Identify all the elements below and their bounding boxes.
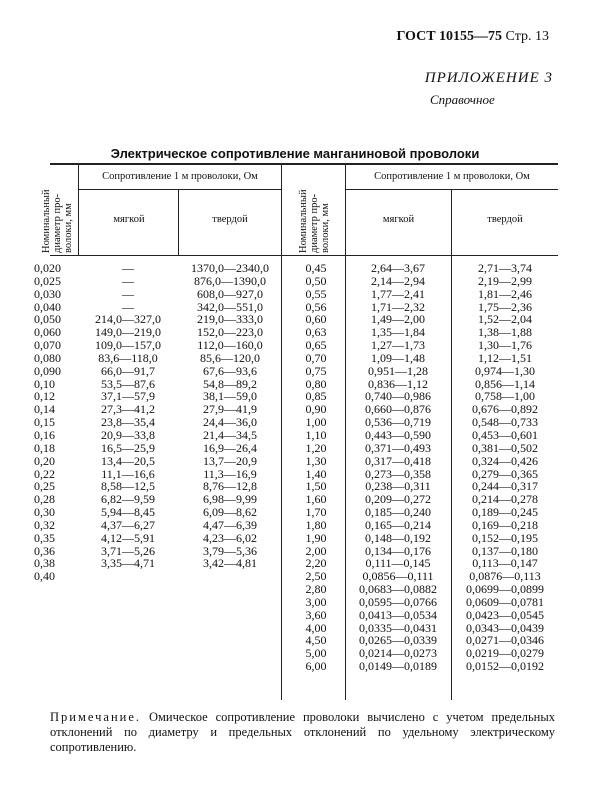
soft-header-right: мягкой xyxy=(382,214,415,225)
hard-resistance-cell: 67,6—93,6 xyxy=(203,363,257,378)
diameter-cell: 0,16 xyxy=(34,427,55,442)
hard-resistance-cell: 11,3—16,9 xyxy=(203,466,257,481)
hard-resistance-cell: 0,0609—0,0781 xyxy=(466,594,544,609)
hard-resistance-cell: 342,0—551,0 xyxy=(197,299,263,314)
soft-resistance-cell: 4,12—5,91 xyxy=(101,530,155,545)
hard-resistance-cell: 0,453—0,601 xyxy=(472,427,538,442)
soft-resistance-cell: 6,82—9,59 xyxy=(101,492,155,507)
soft-resistance-cell: 0,134—0,176 xyxy=(365,543,431,558)
hard-resistance-cell: 21,4—34,5 xyxy=(203,427,257,442)
diameter-cell: 0,90 xyxy=(305,402,327,417)
diameter-cell: 0,050 xyxy=(34,312,61,327)
diameter-cell: 0,070 xyxy=(34,338,61,353)
diameter-cell: 0,63 xyxy=(305,325,327,340)
soft-resistance-cell: 1,27—1,73 xyxy=(371,338,425,353)
hard-resistance-cell: 24,4—36,0 xyxy=(203,415,257,430)
soft-resistance-cell: 0,148—0,192 xyxy=(365,530,431,545)
diameter-header-right: Номинальный диаметр про- волоки, мм xyxy=(298,189,331,253)
left-soft-column xyxy=(80,262,176,583)
right-diameter-column xyxy=(288,262,344,673)
left-hard-column xyxy=(180,262,280,583)
diameter-cell: 0,85 xyxy=(305,389,327,404)
hard-resistance-cell: 0,758—1,00 xyxy=(475,389,535,404)
hard-resistance-cell: 0,244—0,317 xyxy=(472,479,538,494)
hard-resistance-cell: 1,52—2,04 xyxy=(478,312,532,327)
diameter-cell: 0,090 xyxy=(34,363,61,378)
soft-resistance-cell: — xyxy=(122,273,134,288)
hard-resistance-cell: 0,548—0,733 xyxy=(472,415,538,430)
diameter-cell: 0,45 xyxy=(305,261,327,275)
diameter-cell: 0,060 xyxy=(34,325,61,340)
soft-resistance-cell: 0,0149—0,0189 xyxy=(359,659,437,674)
hard-resistance-cell: 0,974—1,30 xyxy=(475,363,535,378)
diameter-cell: 0,20 xyxy=(34,453,55,468)
diameter-cell: 1,70 xyxy=(305,505,327,520)
hard-resistance-cell: 1370,0—2340,0 xyxy=(191,261,269,275)
hard-resistance-cell: 2,71—3,74 xyxy=(478,261,532,275)
appendix-type: Справочное xyxy=(430,92,495,107)
soft-resistance-cell: 0,0265—0,0339 xyxy=(359,633,437,648)
diameter-cell: 0,020 xyxy=(34,261,61,275)
diameter-cell: 1,80 xyxy=(305,517,327,532)
soft-resistance-cell: 13,4—20,5 xyxy=(101,453,155,468)
hard-resistance-cell: 0,137—0,180 xyxy=(472,543,538,558)
hard-resistance-cell: 1,12—1,51 xyxy=(478,350,532,365)
soft-resistance-cell: 0,238—0,311 xyxy=(365,479,431,494)
hard-resistance-cell: 6,09—8,62 xyxy=(203,505,257,520)
soft-resistance-cell: 5,94—8,45 xyxy=(101,505,155,520)
diameter-cell: 0,030 xyxy=(34,286,61,301)
diameter-cell: 0,55 xyxy=(305,286,327,301)
hard-resistance-cell: 608,0—927,0 xyxy=(197,286,263,301)
page-number: Стр. 13 xyxy=(505,29,549,44)
diameter-cell: 2,20 xyxy=(305,556,327,571)
soft-resistance-cell: 0,0856—0,111 xyxy=(362,569,434,584)
soft-resistance-cell: 214,0—327,0 xyxy=(95,312,161,327)
resistance-header-left: Сопротивление 1 м проволоки, Ом xyxy=(102,171,258,182)
hard-resistance-cell: 1,38—1,88 xyxy=(478,325,532,340)
footnote xyxy=(50,710,555,755)
soft-resistance-cell: 0,111—0,145 xyxy=(365,556,431,571)
soft-resistance-cell: 16,5—25,9 xyxy=(101,440,155,455)
soft-resistance-cell: 0,740—0,986 xyxy=(365,389,431,404)
hard-header-left: твердой xyxy=(212,214,248,225)
soft-resistance-cell: 0,0335—0,0431 xyxy=(359,620,437,635)
soft-resistance-cell: 0,0413—0,0534 xyxy=(359,607,437,622)
diameter-cell: 0,025 xyxy=(34,273,61,288)
soft-resistance-cell: 0,371—0,493 xyxy=(365,440,431,455)
soft-resistance-cell: 83,6—118,0 xyxy=(98,350,158,365)
diameter-cell: 3,00 xyxy=(305,594,327,609)
soft-resistance-cell: 0,209—0,272 xyxy=(365,492,431,507)
table-title: Электрическое сопротивление манганиновой проволоки xyxy=(110,146,480,161)
left-diameter-column xyxy=(34,262,79,583)
soft-resistance-cell: 0,317—0,418 xyxy=(365,453,431,468)
hard-resistance-cell: 1,81—2,46 xyxy=(478,286,532,301)
soft-header-left: мягкой xyxy=(113,214,145,225)
soft-resistance-cell: 37,1—57,9 xyxy=(101,389,155,404)
soft-resistance-cell: 2,64—3,67 xyxy=(371,261,425,275)
diameter-cell: 2,00 xyxy=(305,543,327,558)
soft-resistance-cell: 53,5—87,6 xyxy=(101,376,155,391)
hard-resistance-cell: 0,152—0,195 xyxy=(472,530,538,545)
diameter-cell: 0,080 xyxy=(34,350,61,365)
hard-resistance-cell: 0,169—0,218 xyxy=(472,517,538,532)
standard-number: ГОСТ 10155—75 xyxy=(396,29,503,44)
soft-resistance-cell: 2,14—2,94 xyxy=(371,273,425,288)
hard-resistance-cell: 0,324—0,426 xyxy=(472,453,538,468)
diameter-cell: 0,12 xyxy=(34,389,55,404)
hard-resistance-cell: 0,0343—0,0439 xyxy=(466,620,544,635)
diameter-cell: 0,14 xyxy=(34,402,55,417)
diameter-cell: 0,10 xyxy=(34,376,55,391)
hard-resistance-cell: 0,189—0,245 xyxy=(472,505,538,520)
soft-resistance-cell: 149,0—219,0 xyxy=(95,325,161,340)
hard-resistance-cell: 0,279—0,365 xyxy=(472,466,538,481)
diameter-cell: 0,38 xyxy=(34,556,55,571)
soft-resistance-cell: 0,0595—0,0766 xyxy=(359,594,437,609)
soft-resistance-cell: 0,836—1,12 xyxy=(368,376,428,391)
footnote-text: Омическое сопротивление проволоки вычислено с учетом предельных отклонений по диаметру и предельных отклонений по удельному электрическому сопротивлению. xyxy=(50,710,556,754)
hard-resistance-cell: 219,0—333,0 xyxy=(197,312,263,327)
diameter-cell: 0,22 xyxy=(34,466,55,481)
diameter-cell: 0,36 xyxy=(34,543,55,558)
soft-resistance-cell: 23,8—35,4 xyxy=(101,415,155,430)
soft-resistance-cell: 3,35—4,71 xyxy=(101,556,155,571)
hard-resistance-cell: 2,19—2,99 xyxy=(478,273,532,288)
diameter-cell: 0,18 xyxy=(34,440,55,455)
soft-resistance-cell: 3,71—5,26 xyxy=(101,543,155,558)
hard-resistance-cell: 0,0423—0,0545 xyxy=(466,607,544,622)
table-top-rule xyxy=(50,163,558,165)
diameter-cell: 0,15 xyxy=(34,415,55,430)
diameter-cell: 1,90 xyxy=(305,530,327,545)
hard-resistance-cell xyxy=(180,570,280,583)
hard-resistance-cell: 0,0699—0,0899 xyxy=(466,582,544,597)
hard-resistance-cell: 0,0152—0,0192 xyxy=(466,659,544,674)
diameter-cell: 1,30 xyxy=(305,453,327,468)
hard-resistance-cell: 13,7—20,9 xyxy=(203,453,257,468)
soft-resistance-cell: — xyxy=(122,261,134,275)
hard-resistance-cell: 112,0—160,0 xyxy=(197,338,263,353)
soft-resistance-cell: 0,443—0,590 xyxy=(365,427,431,442)
hard-resistance-cell: 3,42—4,81 xyxy=(203,556,257,571)
hard-resistance-cell: 16,9—26,4 xyxy=(203,440,257,455)
soft-resistance-cell: 8,58—12,5 xyxy=(101,479,155,494)
hard-resistance-cell: 1,30—1,76 xyxy=(478,338,532,353)
subheader-rule-left xyxy=(78,189,281,190)
soft-resistance-cell: 1,09—1,48 xyxy=(371,350,425,365)
diameter-cell: 2,80 xyxy=(305,582,327,597)
diameter-cell: 4,00 xyxy=(305,620,327,635)
diameter-cell: 6,00 xyxy=(305,659,327,674)
soft-resistance-cell: 0,951—1,28 xyxy=(368,363,428,378)
diameter-cell: 1,60 xyxy=(305,492,327,507)
hard-resistance-cell: 0,214—0,278 xyxy=(472,492,538,507)
soft-resistance-cell: — xyxy=(122,286,134,301)
diameter-cell: 0,32 xyxy=(34,517,55,532)
soft-resistance-cell: 4,37—6,27 xyxy=(101,517,155,532)
hard-resistance-cell: 3,79—5,36 xyxy=(203,543,257,558)
hard-resistance-cell: 0,0271—0,0346 xyxy=(466,633,544,648)
soft-resistance-cell: 11,1—16,6 xyxy=(101,466,155,481)
diameter-cell: 0,28 xyxy=(34,492,55,507)
standard-header xyxy=(396,29,549,45)
hard-resistance-cell: 0,676—0,892 xyxy=(472,402,538,417)
diameter-cell: 0,80 xyxy=(305,376,327,391)
soft-resistance-cell: 1,71—2,32 xyxy=(371,299,425,314)
diameter-cell: 1,50 xyxy=(305,479,327,494)
hard-resistance-cell: 4,47—6,39 xyxy=(203,517,257,532)
diameter-header-left: Номинальный диаметр про- волоки, мм xyxy=(41,189,74,253)
diameter-cell: 0,65 xyxy=(305,338,327,353)
diameter-cell: 2,50 xyxy=(305,569,327,584)
hard-header-right: твердой xyxy=(487,214,523,225)
soft-resistance-cell: 1,35—1,84 xyxy=(371,325,425,340)
soft-resistance-cell: 1,77—2,41 xyxy=(371,286,425,301)
right-hard-column xyxy=(452,262,558,673)
appendix-label: ПРИЛОЖЕНИЕ 3 xyxy=(424,70,553,86)
diameter-cell: 1,00 xyxy=(305,415,327,430)
hard-resistance-cell: 27,9—41,9 xyxy=(203,402,257,417)
diameter-cell: 0,50 xyxy=(305,273,327,288)
hard-resistance-cell: 8,76—12,8 xyxy=(203,479,257,494)
resistance-header-right: Сопротивление 1 м проволоки, Ом xyxy=(374,171,530,182)
diameter-cell: 0,040 xyxy=(34,299,61,314)
soft-resistance-cell: 0,273—0,358 xyxy=(365,466,431,481)
diameter-cell: 0,75 xyxy=(305,363,327,378)
hard-resistance-cell: 1,75—2,36 xyxy=(478,299,532,314)
soft-resistance-cell: 109,0—157,0 xyxy=(95,338,161,353)
diameter-cell: 0,60 xyxy=(305,312,327,327)
diameter-cell: 0,30 xyxy=(34,505,55,520)
hard-resistance-cell: 54,8—89,2 xyxy=(203,376,257,391)
diameter-cell: 0,70 xyxy=(305,350,327,365)
soft-resistance-cell: 0,185—0,240 xyxy=(365,505,431,520)
hard-resistance-cell: 38,1—59,0 xyxy=(203,389,257,404)
hard-resistance-cell: 0,856—1,14 xyxy=(475,376,535,391)
soft-resistance-cell: 0,660—0,876 xyxy=(365,402,431,417)
diameter-cell: 0,56 xyxy=(305,299,327,314)
soft-resistance-cell: — xyxy=(122,299,134,314)
divider-center xyxy=(281,163,282,700)
soft-resistance-cell xyxy=(80,570,176,583)
diameter-cell: 0,25 xyxy=(34,479,55,494)
diameter-cell: 4,50 xyxy=(305,633,327,648)
soft-resistance-cell: 0,165—0,214 xyxy=(365,517,431,532)
soft-resistance-cell: 20,9—33,8 xyxy=(101,427,155,442)
hard-resistance-cell: 0,113—0,147 xyxy=(472,556,538,571)
diameter-cell: 5,00 xyxy=(305,646,327,661)
hard-resistance-cell: 6,98—9,99 xyxy=(203,492,257,507)
hard-resistance-cell: 85,6—120,0 xyxy=(200,350,260,365)
diameter-cell: 1,20 xyxy=(305,440,327,455)
soft-resistance-cell: 1,49—2,00 xyxy=(371,312,425,327)
table-header-bottom-rule xyxy=(50,255,558,256)
hard-resistance-cell: 0,381—0,502 xyxy=(472,440,538,455)
hard-resistance-cell: 0,0876—0,113 xyxy=(469,569,541,584)
diameter-cell: 3,60 xyxy=(305,607,327,622)
hard-resistance-cell: 152,0—223,0 xyxy=(197,325,263,340)
diameter-cell: 1,10 xyxy=(305,427,327,442)
soft-resistance-cell: 27,3—41,2 xyxy=(101,402,155,417)
soft-resistance-cell: 66,0—91,7 xyxy=(101,363,155,378)
soft-resistance-cell: 0,536—0,719 xyxy=(365,415,431,430)
diameter-cell: 0,35 xyxy=(34,530,55,545)
diameter-cell: 1,40 xyxy=(305,466,327,481)
hard-resistance-cell: 4,23—6,02 xyxy=(203,530,257,545)
soft-resistance-cell: 0,0683—0,0882 xyxy=(359,582,437,597)
footnote-label: Примечание. xyxy=(50,710,142,724)
diameter-cell: 0,40 xyxy=(34,569,55,584)
divider-left-diam xyxy=(78,163,79,256)
hard-resistance-cell: 876,0—1390,0 xyxy=(194,273,266,288)
hard-resistance-cell: 0,0219—0,0279 xyxy=(466,646,544,661)
right-soft-column xyxy=(346,262,450,673)
soft-resistance-cell: 0,0214—0,0273 xyxy=(359,646,437,661)
